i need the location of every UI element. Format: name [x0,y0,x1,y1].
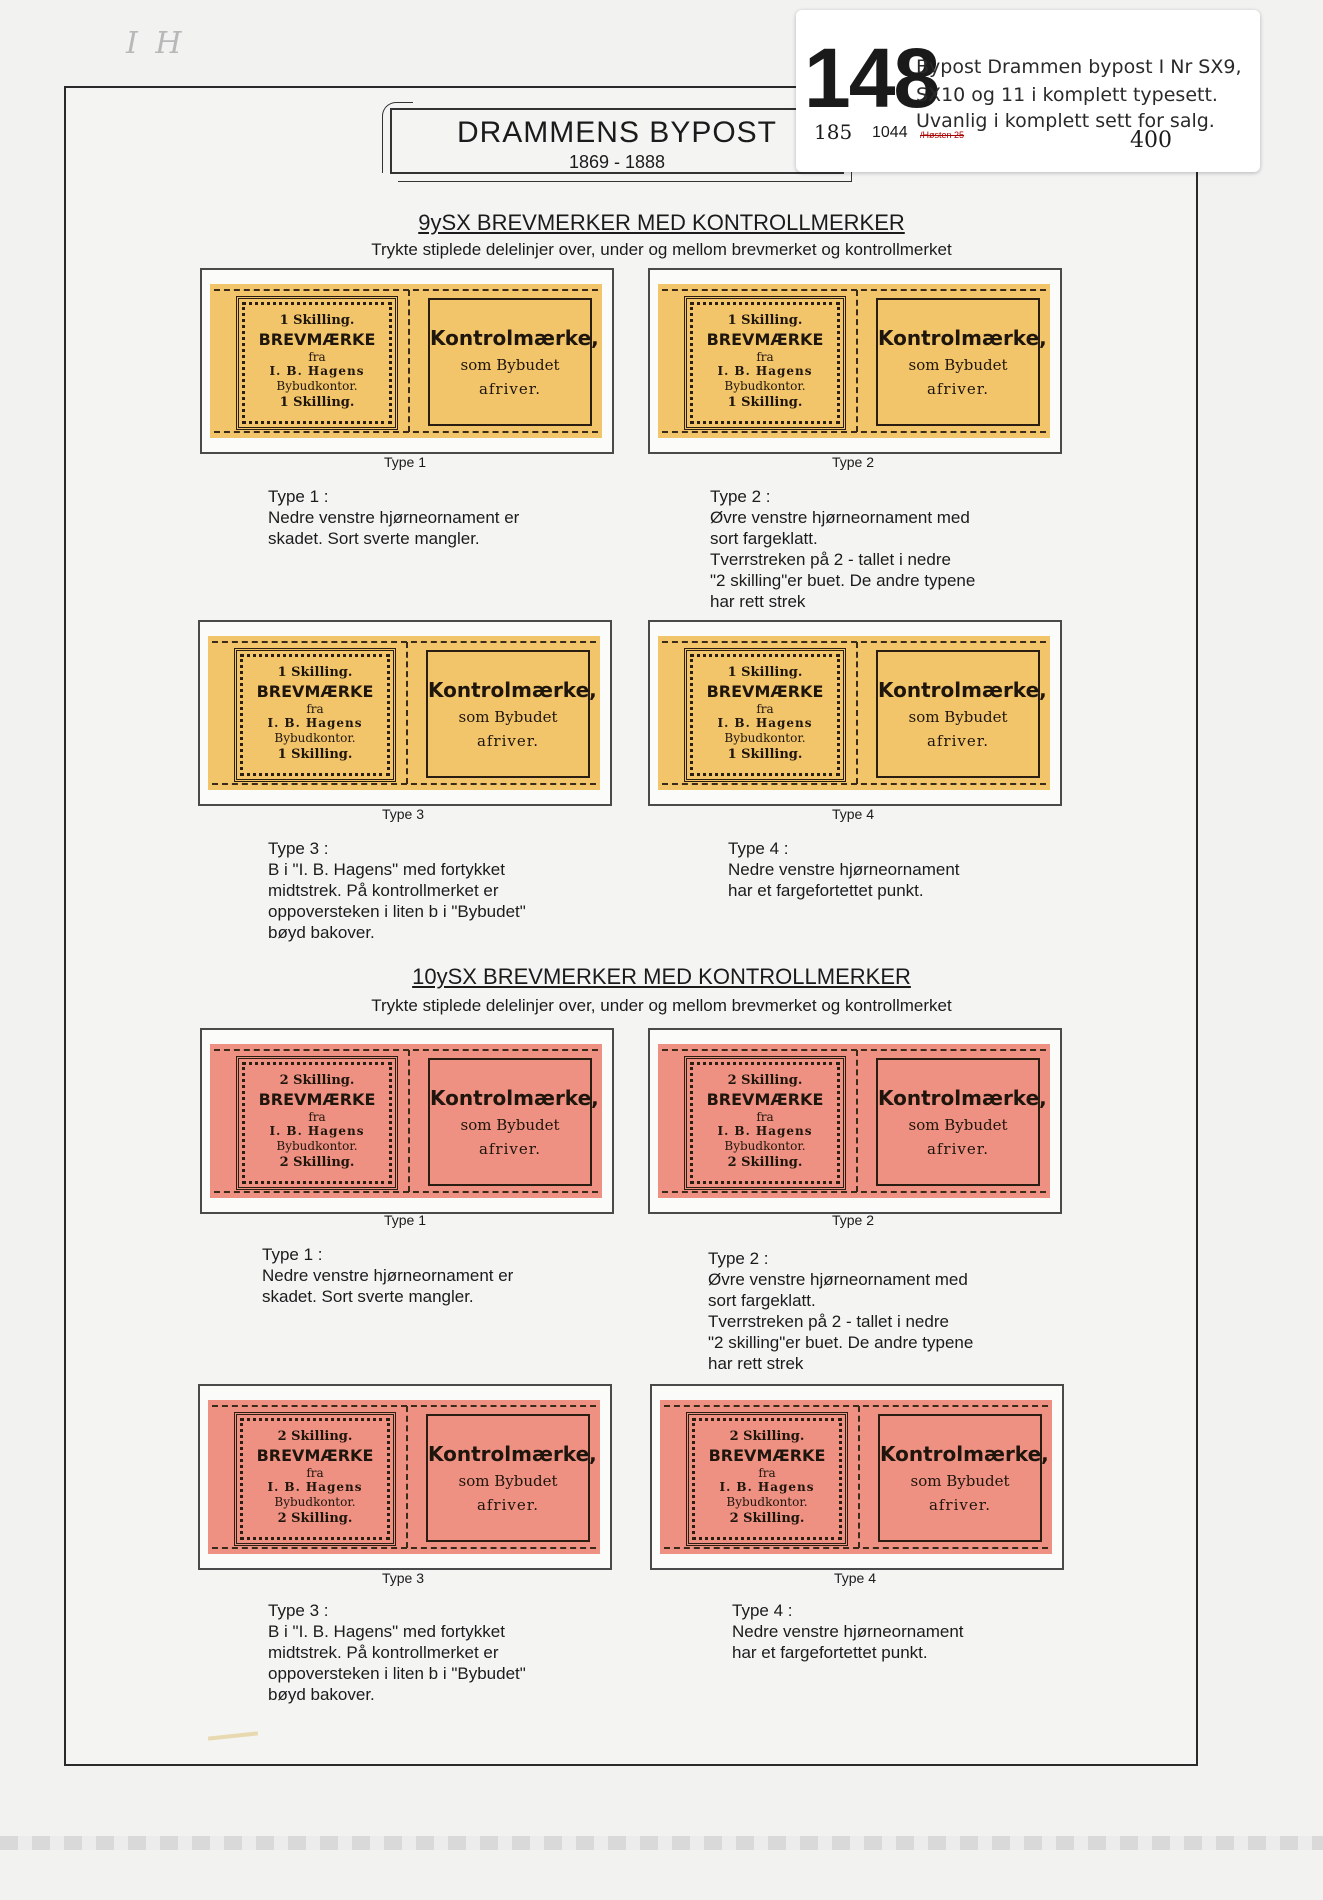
stamp-type-caption: Type 4 [833,1570,877,1586]
perforation-line [662,1191,1046,1193]
stamp-fra: fra [756,350,774,364]
type-description-title: Type 2 : [708,1249,769,1268]
perforation-line [662,431,1046,433]
type-description-title: Type 1 : [262,1245,323,1264]
stamp-pair [658,636,1050,790]
lot-reference: 185 [814,120,853,144]
letter-stamp [236,1056,398,1190]
control-text: afriver. [476,732,540,750]
stamp-type-caption: Type 1 [383,454,427,470]
type-description-line: Tverrstreken på 2 - tallet i nedre [710,550,951,569]
type-description-line: midtstrek. På kontrollmerket er [268,1643,499,1662]
stamp-brevmaerke: BREVMÆRKE [258,330,376,349]
control-stamp [878,1414,1049,1542]
stamp-mount [198,1384,612,1570]
type-description-line: bøyd bakover. [268,923,375,942]
perforation-line [212,783,596,785]
stamp-pair [210,1044,602,1198]
perforation-line [214,289,598,291]
type-description-line: "2 skilling"er buet. De andre typene [708,1333,974,1352]
letter-stamp [684,296,846,430]
control-stamp [426,1414,597,1542]
stamp-denomination: 2 Skilling. [279,1155,355,1170]
type-description-line: Nedre venstre hjørneornament [728,860,960,879]
stamp-denomination: 1 Skilling. [279,395,355,410]
stamp-hagens: I. B. Hagens [269,1124,365,1138]
perforation-divider [856,290,858,432]
lot-description-line: SX10 og 11 i komplett typesett. [916,84,1218,106]
control-title: Kontrolmærke, [430,1086,599,1110]
stamp-mount [648,1028,1062,1214]
type-description-line: har rett strek [708,1354,804,1373]
stamp-brevmaerke: BREVMÆRKE [256,682,374,701]
type-description-title: Type 1 : [268,487,329,506]
control-text: afriver. [926,1140,990,1158]
type-description-line: Nedre venstre hjørneornament [732,1622,964,1641]
type-description-line: oppoversteken i liten b i "Bybudet" [268,902,526,921]
letter-stamp [684,1056,846,1190]
stamp-denomination: 1 Skilling. [727,665,803,680]
stamp-hagens: I. B. Hagens [717,364,813,378]
stamp-denomination: 1 Skilling. [277,747,353,762]
stamp-type-caption: Type 3 [381,1570,425,1586]
type-description-line: har rett strek [710,592,806,611]
stamp-pair [660,1400,1052,1554]
stamp-bybudkontor: Bybudkontor. [724,1139,806,1153]
stamp-denomination: 2 Skilling. [727,1073,803,1088]
type-description [268,1600,526,1705]
control-text: afriver. [476,1496,540,1514]
letter-stamp [684,648,846,782]
stamp-type-caption: Type 1 [383,1212,427,1228]
control-stamp [428,298,599,426]
type-description-line: B i "I. B. Hagens" med fortykket [268,860,505,879]
stamp-bybudkontor: Bybudkontor. [726,1495,808,1509]
control-stamp [876,1058,1047,1186]
perforation-line [214,431,598,433]
type-description-line: skadet. Sort sverte mangler. [268,529,480,548]
type-description [262,1244,513,1307]
stamp-mount [200,268,614,454]
stamp-type-caption: Type 2 [831,454,875,470]
control-text: som Bybudet [458,708,558,726]
stamp-bybudkontor: Bybudkontor. [274,731,356,745]
perforation-line [662,641,1046,643]
control-title: Kontrolmærke, [428,678,597,702]
type-description-line: skadet. Sort sverte mangler. [262,1287,474,1306]
stamp-fra: fra [306,1466,324,1480]
stamp-type-caption: Type 3 [381,806,425,822]
type-description-title: Type 2 : [710,487,771,506]
control-text: som Bybudet [460,1116,560,1134]
type-description-title: Type 4 : [732,1601,793,1620]
letter-stamp [234,648,396,782]
stamp-denomination: 2 Skilling. [729,1429,805,1444]
type-description [728,838,960,901]
type-description-line: har et fargefortettet punkt. [728,881,924,900]
stamp-denomination: 1 Skilling. [277,665,353,680]
control-title: Kontrolmærke, [878,678,1047,702]
stamp-pair [210,284,602,438]
control-text: afriver. [478,1140,542,1158]
stamp-hagens: I. B. Hagens [267,1480,363,1494]
stamp-mount [650,1384,1064,1570]
stamp-hagens: I. B. Hagens [717,716,813,730]
stamp-denomination: 1 Skilling. [727,313,803,328]
control-title: Kontrolmærke, [430,326,599,350]
perforation-divider [858,1406,860,1548]
stamp-mount [648,620,1062,806]
type-description-title: Type 3 : [268,839,329,858]
type-description-line: midtstrek. På kontrollmerket er [268,881,499,900]
stamp-fra: fra [756,1110,774,1124]
stamp-bybudkontor: Bybudkontor. [276,1139,358,1153]
control-title: Kontrolmærke, [878,1086,1047,1110]
perforation-line [214,1191,598,1193]
perforation-line [664,1405,1048,1407]
type-description [268,838,526,943]
type-description [732,1600,964,1663]
stamp-bybudkontor: Bybudkontor. [276,379,358,393]
stamp-denomination: 1 Skilling. [727,395,803,410]
stamp-bybudkontor: Bybudkontor. [724,379,806,393]
stamp-brevmaerke: BREVMÆRKE [706,682,824,701]
type-description [708,1248,973,1374]
section-heading: 10ySX BREVMERKER MED KONTROLLMERKER [412,964,911,989]
control-title: Kontrolmærke, [878,326,1047,350]
type-description-line: har et fargefortettet punkt. [732,1643,928,1662]
letter-stamp [236,296,398,430]
type-description-line: sort fargeklatt. [710,529,818,548]
lot-meta: /Høsten 25 [920,130,965,140]
stamp-denomination: 2 Skilling. [729,1511,805,1526]
album-strip-edge [0,1836,1323,1850]
control-text: afriver. [926,380,990,398]
stamp-brevmaerke: BREVMÆRKE [256,1446,374,1465]
lot-number: 148 [804,31,939,125]
letter-stamp [234,1412,396,1546]
stamp-fra: fra [758,1466,776,1480]
control-text: som Bybudet [460,356,560,374]
page-title: DRAMMENS BYPOST [456,116,778,149]
control-stamp [428,1058,599,1186]
stamp-fra: fra [306,702,324,716]
page-years: 1869 - 1888 [568,152,666,172]
stamp-hagens: I. B. Hagens [719,1480,815,1494]
type-description [268,486,519,549]
stamp-hagens: I. B. Hagens [717,1124,813,1138]
perforation-line [662,289,1046,291]
perforation-divider [408,290,410,432]
stamp-brevmaerke: BREVMÆRKE [706,330,824,349]
lot-description-line: Uvanlig i komplett sett for salg. [916,110,1215,132]
control-text: som Bybudet [908,356,1008,374]
type-description-line: bøyd bakover. [268,1685,375,1704]
control-stamp [876,298,1047,426]
stamp-pair [208,636,600,790]
stamp-mount [648,268,1062,454]
stamp-fra: fra [308,350,326,364]
type-description-line: "2 skilling"er buet. De andre typene [710,571,976,590]
stamp-fra: fra [308,1110,326,1124]
perforation-line [212,1547,596,1549]
stamp-mount [200,1028,614,1214]
stamp-brevmaerke: BREVMÆRKE [708,1446,826,1465]
section-subheading: Trykte stiplede delelinjer over, under og mellom brevmerket og kontrollmerket [371,240,952,259]
auction-lot-label [796,10,1260,172]
stamp-hagens: I. B. Hagens [267,716,363,730]
stamp-bybudkontor: Bybudkontor. [724,731,806,745]
stamp-denomination: 1 Skilling. [279,313,355,328]
control-title: Kontrolmærke, [428,1442,597,1466]
perforation-divider [408,1050,410,1192]
type-description-line: Øvre venstre hjørneornament med [708,1270,968,1289]
pencil-note: I H [126,26,186,61]
perforation-line [662,1049,1046,1051]
lot-price: 400 [1130,128,1172,153]
lot-description-line: Bypost Drammen bypost I Nr SX9, [916,56,1242,78]
type-description-line: Nedre venstre hjørneornament er [268,508,520,527]
control-stamp [426,650,597,778]
stamp-hagens: I. B. Hagens [269,364,365,378]
lot-reference: 1044 [872,124,908,141]
stamp-fra: fra [756,702,774,716]
page-title-box [390,108,844,174]
type-description-line: Øvre venstre hjørneornament med [710,508,970,527]
control-text: som Bybudet [458,1472,558,1490]
stamp-denomination: 2 Skilling. [727,1155,803,1170]
type-description-title: Type 3 : [268,1601,329,1620]
stamp-brevmaerke: BREVMÆRKE [258,1090,376,1109]
stamp-bybudkontor: Bybudkontor. [274,1495,356,1509]
letter-stamp [686,1412,848,1546]
perforation-line [662,783,1046,785]
stamp-pair [208,1400,600,1554]
type-description-line: B i "I. B. Hagens" med fortykket [268,1622,505,1641]
stamp-denomination: 1 Skilling. [727,747,803,762]
type-description-line: Nedre venstre hjørneornament er [262,1266,514,1285]
type-description-line: oppoversteken i liten b i "Bybudet" [268,1664,526,1683]
type-description [710,486,975,612]
type-description-line: Tverrstreken på 2 - tallet i nedre [708,1312,949,1331]
perforation-divider [406,1406,408,1548]
type-description-title: Type 4 : [728,839,789,858]
section-subheading: Trykte stiplede delelinjer over, under og mellom brevmerket og kontrollmerket [371,996,952,1015]
control-title: Kontrolmærke, [880,1442,1049,1466]
stamp-brevmaerke: BREVMÆRKE [706,1090,824,1109]
control-text: afriver. [478,380,542,398]
perforation-divider [856,1050,858,1192]
perforation-line [212,1405,596,1407]
control-text: som Bybudet [910,1472,1010,1490]
stamp-pair [658,1044,1050,1198]
perforation-divider [856,642,858,784]
stamp-type-caption: Type 2 [831,1212,875,1228]
section-heading: 9ySX BREVMERKER MED KONTROLLMERKER [418,210,905,235]
perforation-line [214,1049,598,1051]
control-text: som Bybudet [908,708,1008,726]
stamp-mount [198,620,612,806]
control-text: afriver. [926,732,990,750]
stamp-denomination: 2 Skilling. [277,1511,353,1526]
control-stamp [876,650,1047,778]
stamp-type-caption: Type 4 [831,806,875,822]
stamp-denomination: 2 Skilling. [279,1073,355,1088]
control-text: som Bybudet [908,1116,1008,1134]
control-text: afriver. [928,1496,992,1514]
stamp-pair [658,284,1050,438]
perforation-line [664,1547,1048,1549]
perforation-line [212,641,596,643]
type-description-line: sort fargeklatt. [708,1291,816,1310]
perforation-divider [406,642,408,784]
stamp-denomination: 2 Skilling. [277,1429,353,1444]
